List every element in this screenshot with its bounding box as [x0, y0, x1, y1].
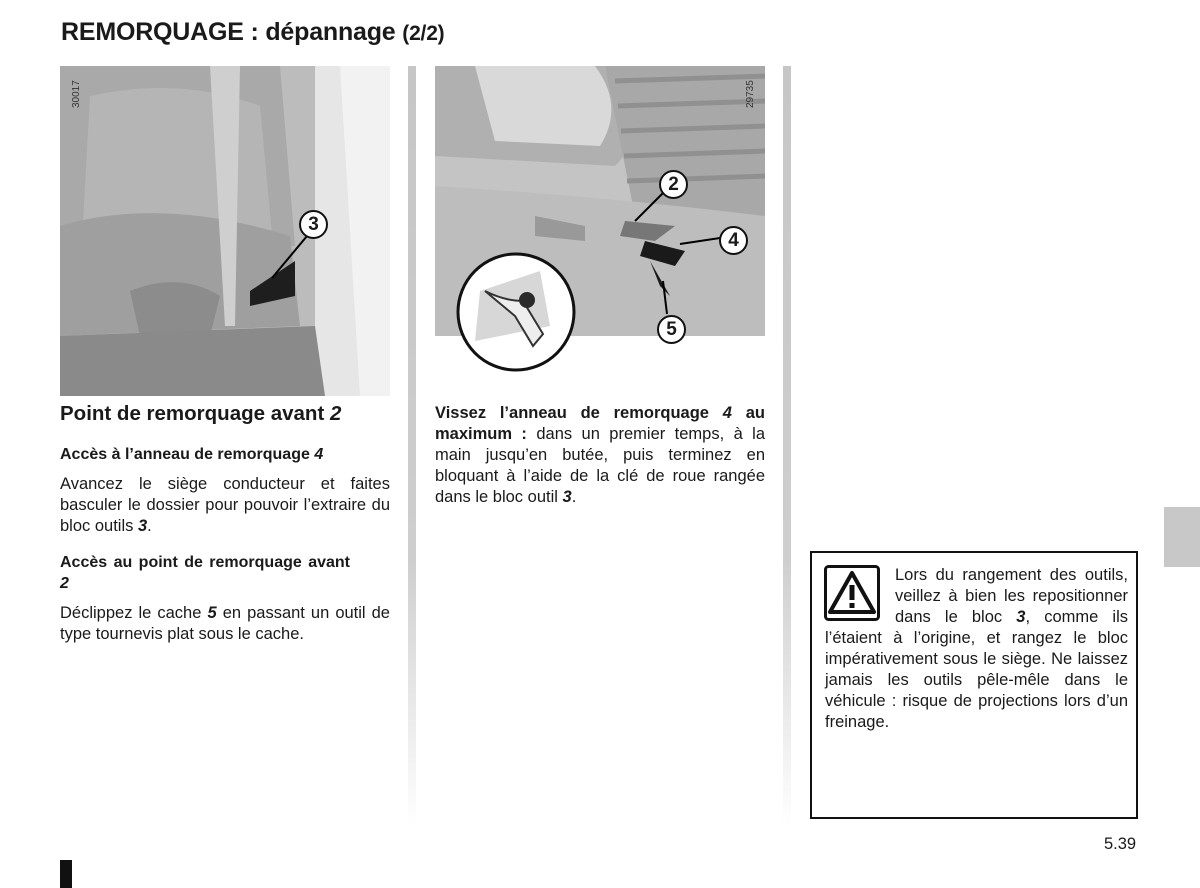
middle-column [435, 403, 765, 508]
warning-text: Lors du rangement des outils, veillez à bien les repositionner dans le bloc 3, comme ils l’étaient à l’origine, et rangez le bloc impérativement sous le siège. Ne laissez jamais les outils pêle-mêle dans le véhicule : risque de projections lors d’un freinage. [825, 566, 1128, 731]
figure-ref-left: 30017 [71, 80, 82, 108]
callout-3-seat: 3 [299, 210, 328, 239]
callout-2-bumper: 2 [659, 170, 688, 199]
figure-ref-right: 29735 [745, 80, 756, 108]
column-divider-left [408, 66, 416, 826]
warning-box [810, 551, 1138, 819]
title-main: REMORQUAGE : dépannage [61, 18, 396, 46]
bumper-photo [435, 66, 765, 396]
seat-photo [60, 66, 390, 396]
paragraph-seat: Avancez le siège conducteur et faites basculer le dossier pour pouvoir l’extraire du bloc outils 3. [60, 475, 390, 535]
bumper-illustration [435, 66, 765, 396]
subheading-point-access: Accès au point de remorquage avant 2 [60, 554, 350, 592]
paragraph-screw-ring: Vissez l’anneau de remorquage 4 au maximum : dans un premier temps, à la main jusqu’en butée, puis terminez en bloquant à l’aide de la clé de roue rangée dans le bloc outil 3. [435, 404, 765, 506]
title-suffix: (2/2) [402, 22, 445, 45]
page-title [61, 18, 444, 47]
page-edge-mark [60, 860, 72, 888]
callout-4-bumper: 4 [719, 226, 748, 255]
paragraph-cover: Déclippez le cache 5 en passant un outil de type tournevis plat sous le cache. [60, 604, 390, 643]
chapter-tab [1164, 507, 1200, 567]
seat-illustration [60, 66, 390, 396]
left-column [60, 402, 390, 645]
callout-5-bumper: 5 [657, 315, 686, 344]
section-heading: Point de remorquage avant 2 [60, 402, 342, 425]
subheading-ring-access: Accès à l’anneau de remorquage 4 [60, 446, 324, 463]
page-number: 5.39 [1104, 835, 1137, 853]
column-divider-right [783, 66, 791, 826]
